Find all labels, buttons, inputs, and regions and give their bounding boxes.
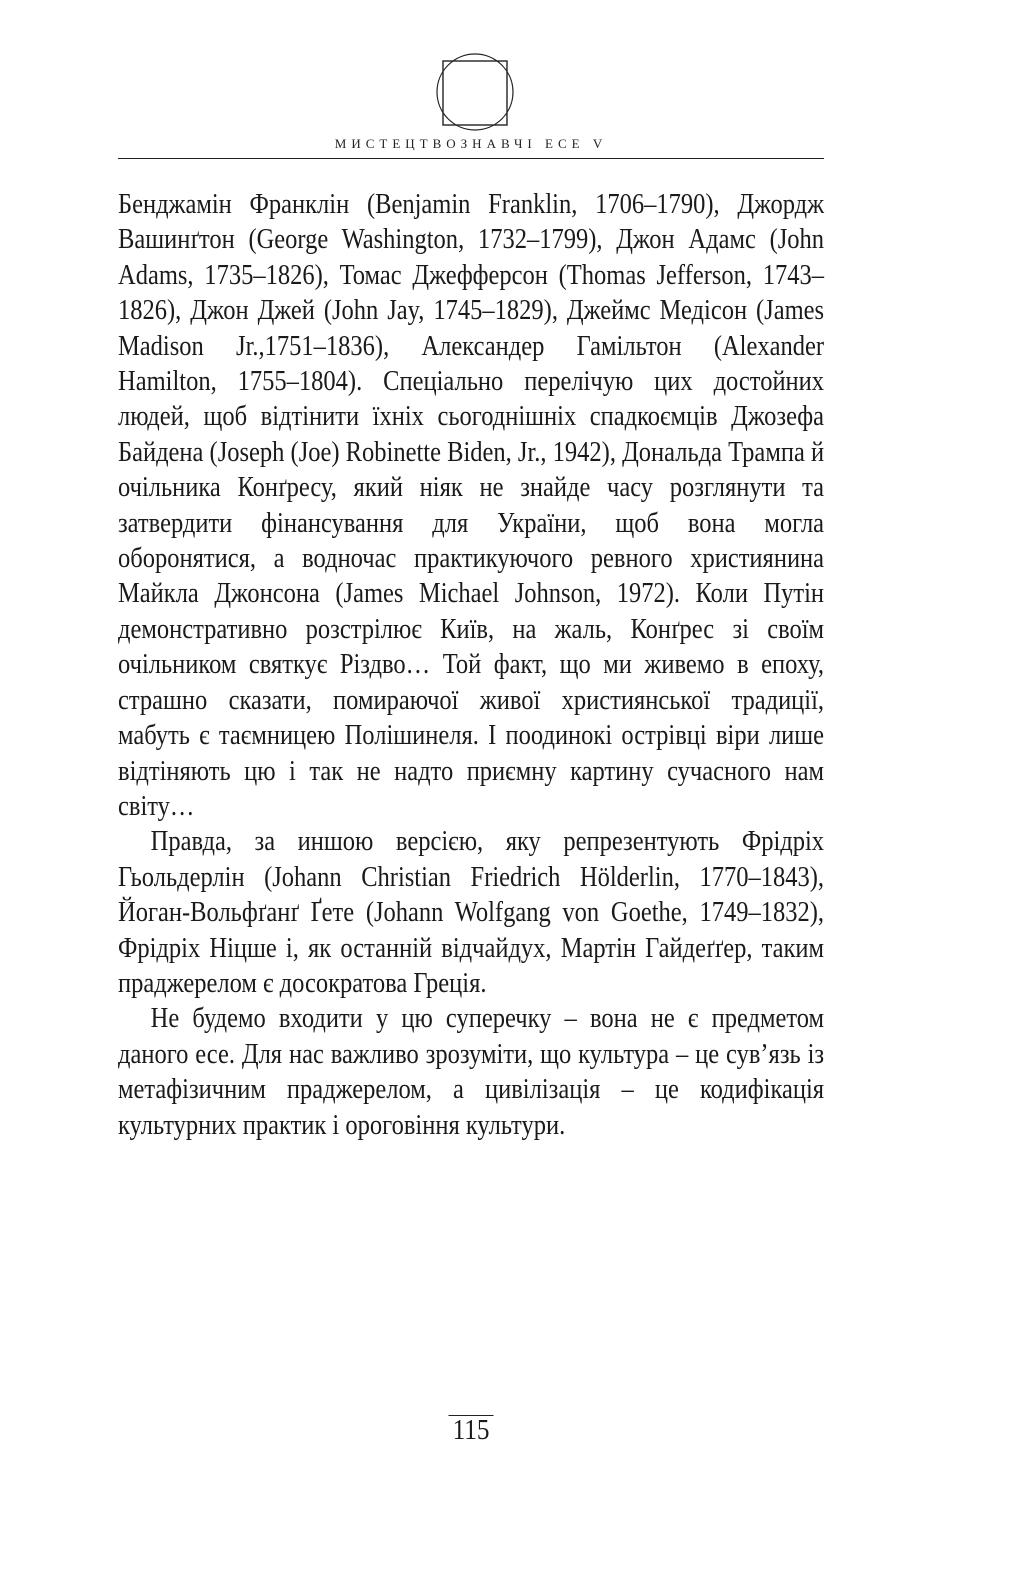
paragraph-2: Правда, за иншою версією, яку репрезентують Фрідріх Гьольдерлін (Johann Christian Friedrich Hölderlin, 1770–1843), Йоган-Вольфґанґ Ґете (Johann Wolfgang von Goethe, 1749–1832), Фрідріх Ніцше і, як останній відчайдух, Мартін Гайдеґґер, таким праджерелом є досократова Греція. (118, 826, 825, 999)
header-rule (118, 158, 824, 159)
circle-square-emblem-icon (433, 50, 517, 134)
page-number: 115 (449, 1415, 494, 1446)
essay-body (118, 187, 824, 1143)
paragraph-3: Не будемо входити у цю суперечку – вона не є предметом даного есе. Для нас важливо зрозуміти, що культура – це сув’язь із метафізичним праджерелом, а цивілізація – це кодифікація культурних практик і ороговіння культури. (118, 1003, 825, 1141)
running-header-title: МИСТЕЦТВОЗНАВЧІ ЕСЕ V (334, 136, 608, 151)
paragraph-1: Бенджамін Франклін (Benjamin Franklin, 1706–1790), Джордж Вашинґтон (George Washington, 1732–1799), Джон Адамс (John Adams, 1735–1826), Томас Джефферсон (Thomas Jefferson, 1743–1826), Джон Джей (John Jay, 1745–1829), Джеймс Медісон (James Madison Jr.,1751–1836), Александер Гамільтон (Alexander Hamilton, 1755–1804). Спеціально перелічую цих достойних людей, щоб відтінити їхніх сьогоднішніх спадкоємців Джозефа Байдена (Joseph (Joe) Robinette Biden, Jr., 1942), Дональда Трампа й очільника Конґресу, який ніяк не знайде часу розглянути та затвердити фінансування для України, щоб вона могла оборонятися, а водночас практикуючого ревного християнина Майкла Джонсона (James Michael Johnson, 1972). Коли Путін демонстративно розстрілює Київ, на жаль, Конґрес зі своїм очільником святкує Різдво… Той факт, що ми живемо в епоху, страшно сказати, помираючої живої християнської традиції, мабуть є таємницею Полішинеля. І поодинокі острівці віри лише відтіняють цю і так не надто приємну картину сучасного нам світу… (118, 189, 825, 822)
